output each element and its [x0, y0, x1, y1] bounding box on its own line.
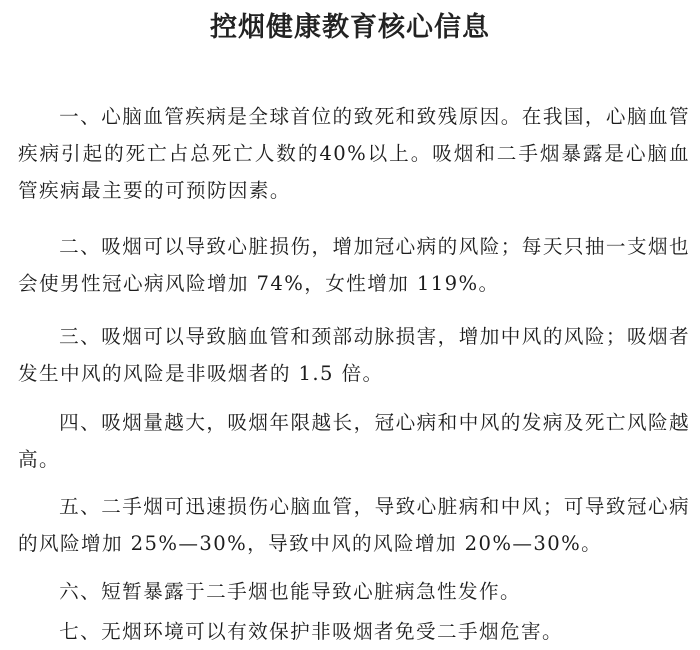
paragraph-1: 一、心脑血管疾病是全球首位的致死和致残原因。在我国，心脑血管疾病引起的死亡占总死亡人数的40%以上。吸烟和二手烟暴露是心脑血管疾病最主要的可预防因素。 [18, 105, 690, 202]
document-title: 控烟健康教育核心信息 [210, 12, 490, 43]
paragraph-7: 七、无烟环境可以有效保护非吸烟者免受二手烟危害。 [59, 620, 564, 643]
paragraph-5: 五、二手烟可迅速损伤心脑血管，导致心脏病和中风；可导致冠心病的风险增加 25%—30%，导致中风的风险增加 20%—30%。 [18, 495, 690, 555]
paragraph-2: 二、吸烟可以导致心脏损伤，增加冠心病的风险；每天只抽一支烟也会使男性冠心病风险增加 74%，女性增加 119%。 [18, 235, 690, 295]
paragraph-3: 三、吸烟可以导致脑血管和颈部动脉损害，增加中风的风险；吸烟者发生中风的风险是非吸烟者的 1.5 倍。 [18, 325, 690, 385]
paragraph-6: 六、短暂暴露于二手烟也能导致心脏病急性发作。 [59, 580, 522, 603]
paragraph-4: 四、吸烟量越大，吸烟年限越长，冠心病和中风的发病及死亡风险越高。 [18, 411, 690, 471]
